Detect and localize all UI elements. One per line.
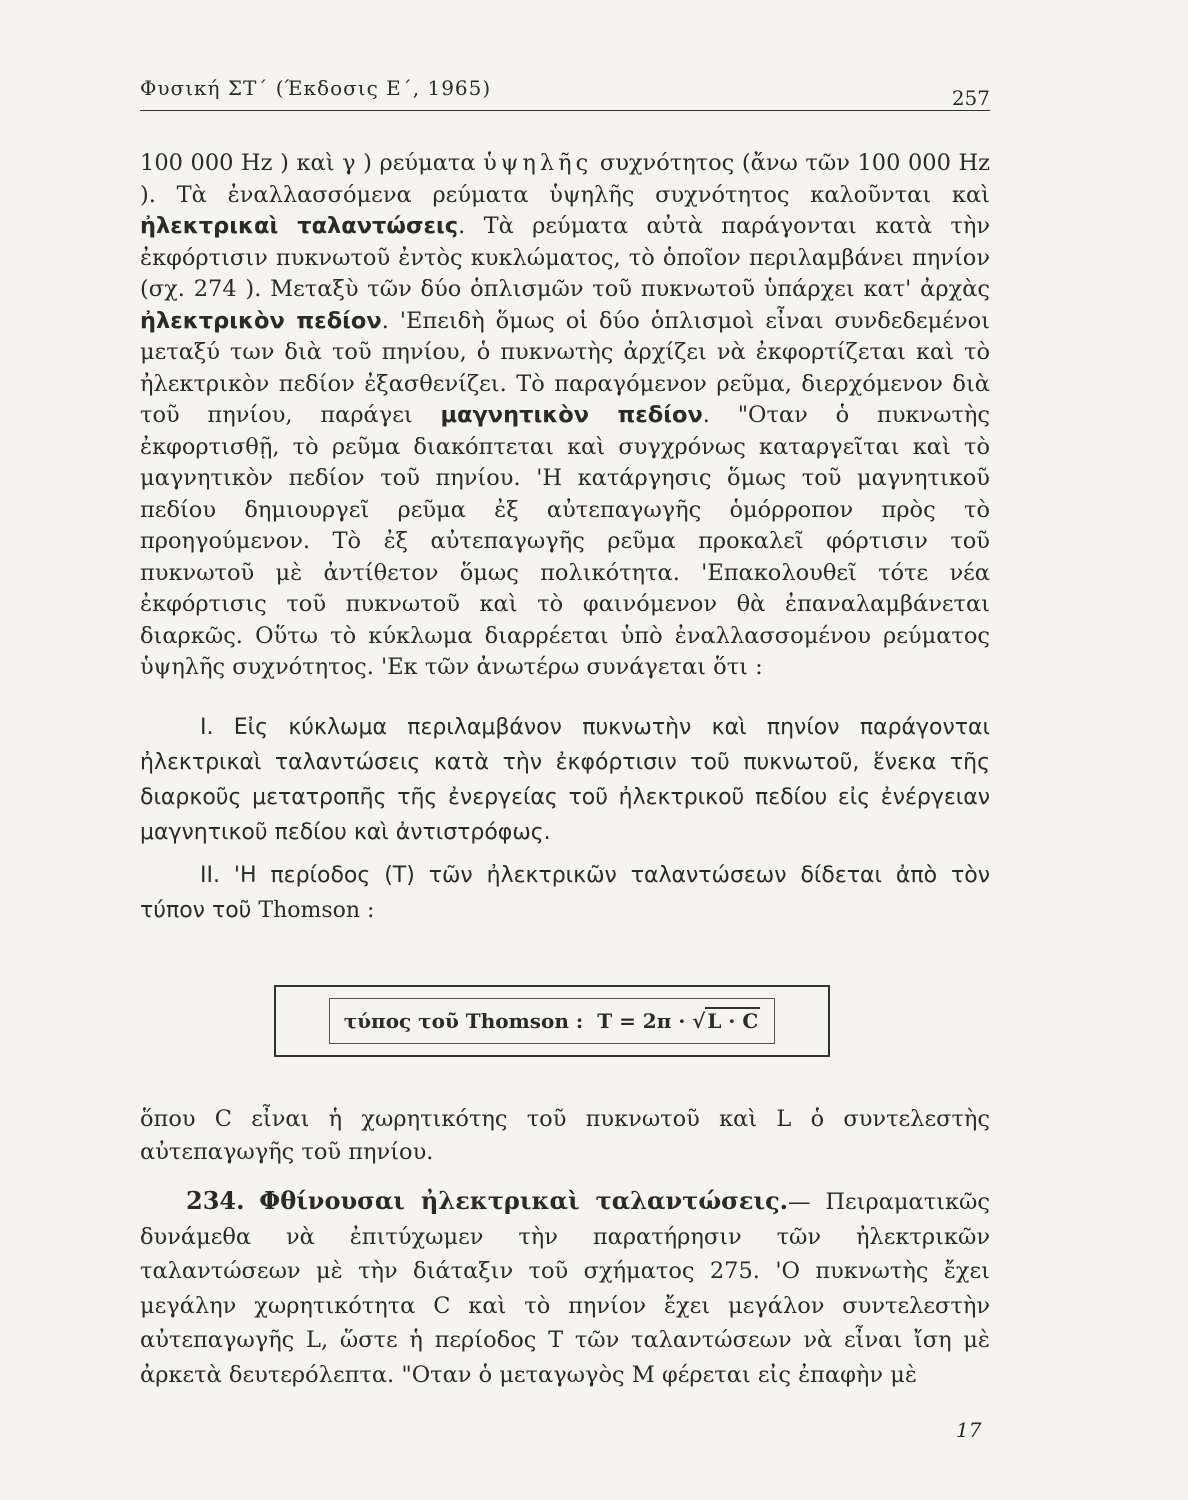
paragraph-text: . Τὰ ρεύματα αὐτὰ παράγονται κατὰ τὴν ἐκφόρτισιν πυκνωτοῦ ἐντὸς κυκλώματος, τὸ ὁποῖον περιλαμβάνει πηνίον (σχ. 274 ). Μεταξὺ τῶν δύο ὁπλισμῶν τοῦ πυκνωτοῦ ὑπάρχει κατ' ἀρχὰς bbox=[140, 213, 990, 302]
section-234 bbox=[140, 1184, 990, 1392]
summary-item-2-tail: Thomson : bbox=[251, 897, 375, 923]
thomson-formula-box bbox=[274, 985, 830, 1057]
paragraph-text: . 'Επειδὴ ὅμως οἱ δύο ὁπλισμοὶ εἶναι συνδεδεμένοι μεταξύ των διὰ τοῦ πηνίου, ὁ πυκνωτὴς ἀρχίζει νὰ ἐκφορτίζεται καὶ τὸ ἠλεκτρικὸν πεδίον ἐξασθενίζει. Τὸ παραγόμενον ρεῦμα, διερχόμενον διὰ τοῦ πηνίου, παράγει bbox=[140, 307, 990, 428]
sqrt-argument: L · C bbox=[707, 1009, 759, 1033]
section-text: Πειραματικῶς δυνάμεθα νὰ ἐπιτύχωμεν τὴν παρατήρησιν τῶν ἠλεκτρικῶν ταλαντώσεων μὲ τὴν διάταξιν τοῦ σχήματος 275. 'Ο πυκνωτὴς ἔχει μεγάλην χωρητικότητα C καὶ τὸ πηνίον ἔχει μεγάλον συντελεστὴν αὐτεπαγωγῆς L, ὥστε ἡ περίοδος T τῶν ταλαντώσεων νὰ εἶναι ἴση μὲ ἀρκετὰ δευτερόλεπτα. "Οταν ὁ μεταγωγὸς M φέρεται εἰς ἐπαφὴν μὲ bbox=[140, 1189, 990, 1388]
paragraph-text: . "Οταν ὁ πυκνωτὴς ἐκφορτισθῇ, τὸ ρεῦμα διακόπτεται καὶ συγχρόνως καταργεῖται καὶ τὸ μαγνητικὸν πεδίον τοῦ πηνίου. 'Η κατάργησις ὅμως τοῦ μαγνητικοῦ πεδίου δημιουργεῖ ρεῦμα ἐξ αὐτεπαγωγῆς ὁμόρροπον πρὸς τὸ προηγούμενον. Τὸ ἐξ αὐτεπαγωγῆς ρεῦμα προκαλεῖ φόρτισιν τοῦ πυκνωτοῦ μὲ ἀντίθετον ὅμως πολικότητα. 'Επακολουθεῖ τότε νέα ἐκφόρτισις τοῦ πυκνωτοῦ καὶ τὸ φαινόμενον θὰ ἐπαναλαμβάνεται διαρκῶς. Οὕτω τὸ κύκλωμα διαρρέεται ὑπὸ ἐναλλασσομένου ρεύματος ὑψηλῆς συχνότητος. 'Εκ τῶν ἀνωτέρω συνάγεται ὅτι : bbox=[140, 402, 990, 680]
formula-equation bbox=[597, 1009, 760, 1033]
spaced-emphasis: ὑψηλῆς bbox=[483, 150, 593, 176]
summary-item-2 bbox=[140, 858, 990, 928]
summary-item-2-text: II. 'Η περίοδος (T) τῶν ἠλεκτρικῶν ταλαντώσεων δίδεται ἀπὸ τὸν τύπον τοῦ bbox=[140, 862, 990, 923]
formula-explanation: ὅπου C εἶναι ἡ χωρητικότης τοῦ πυκνωτοῦ καὶ L ὁ συντελεστὴς αὐτεπαγωγῆς τοῦ πηνίου. bbox=[140, 1105, 990, 1165]
signature-number: 17 bbox=[956, 1418, 982, 1442]
section-title: Φθίνουσαι ἠλεκτρικαὶ ταλαντώσεις. bbox=[259, 1186, 789, 1215]
running-header bbox=[140, 76, 990, 111]
formula-label: τύπος τοῦ Thomson : bbox=[343, 1009, 584, 1033]
bold-term: ἠλεκτρικὸν πεδίον bbox=[140, 307, 382, 334]
page-number: 257 bbox=[951, 86, 990, 110]
paragraph-oscillations bbox=[140, 148, 990, 684]
formula-lhs: T = 2π · bbox=[597, 1009, 686, 1033]
bold-term: μαγνητικὸν πεδίον bbox=[440, 402, 703, 428]
sqrt-symbol: √ bbox=[692, 1009, 706, 1033]
section-dash: — bbox=[788, 1189, 826, 1215]
section-number: 234. bbox=[186, 1186, 245, 1215]
paragraph-text: συχνότητος (ἄνω τῶν 100 000 Hz ). Τὰ ἐναλλασσόμενα ρεύματα ὑψηλῆς συχνότητος καλοῦνται καὶ bbox=[140, 150, 990, 208]
paragraph-text: 100 000 Hz ) καὶ γ ) ρεύματα bbox=[140, 150, 484, 176]
summary-item-1: I. Εἰς κύκλωμα περιλαμβάνον πυκνωτὴν καὶ πηνίον παράγονται ἠλεκτρικαὶ ταλαντώσεις κατὰ τὴν ἐκφόρτισιν τοῦ πυκνωτοῦ, ἕνεκα τῆς διαρκοῦς μετατροπῆς τῆς ἐνεργείας τοῦ ἠλεκτρικοῦ πεδίου εἰς ἐνέργειαν μαγνητικοῦ πεδίου καὶ ἀντιστρόφως. bbox=[140, 714, 990, 845]
formula-inner bbox=[329, 998, 776, 1044]
main-text bbox=[140, 148, 990, 928]
bold-term: ἠλεκτρικαὶ ταλαντώσεις bbox=[140, 213, 459, 239]
running-title: Φυσική ΣΤ΄ (Έκδοσις Ε΄, 1965) bbox=[140, 76, 492, 100]
summary-list bbox=[140, 710, 990, 928]
